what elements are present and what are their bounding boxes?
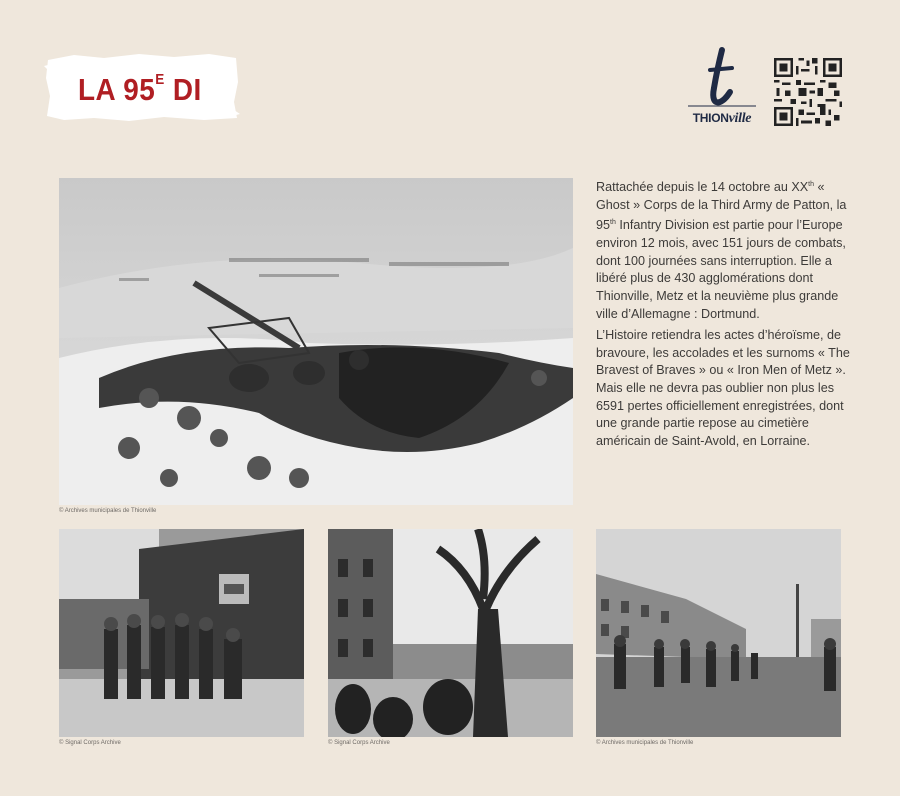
photo-3-credit: © Archives municipales de Thionville [596, 740, 694, 746]
photo-soldiers-marching [596, 529, 841, 737]
qr-code-icon[interactable] [774, 58, 842, 126]
page-title: LA $95^E$ DI [78, 71, 202, 107]
body-paragraph-2: L’Histoire retiendra les actes d’héroïsme, de bravoure, les accolades et les surnoms « The Bravest of Braves » ou « Iron Men of Metz ». Mais elle ne devra pas oublier non plus les 6591 pertes officiellement enregistrées, dont une grande partie repose au cimetière américain de Saint-Avold, en Lorraine. [596, 328, 850, 448]
body-text [596, 176, 856, 454]
photo-1-credit: © Signal Corps Archive [59, 740, 121, 746]
body-paragraph-1: Rattachée depuis le 14 octobre au XXth « Ghost » Corps de la Third Army de Patton, la 95th Infantry Division est partie pour l’Europe environ 12 mois, avec 151 jours de combats, dont 100 journées sans interruption. Elle a libéré plus de 430 agglomérations dont Thionville, Metz et la neuvième plus grande ville d’Allemagne : Dortmund. [596, 180, 847, 321]
photo-soldiers-storefront [59, 529, 304, 737]
photo-2-credit: © Signal Corps Archive [328, 740, 390, 746]
photo-street-tree [328, 529, 573, 737]
thionville-wordmark: THIONville [692, 111, 752, 126]
main-photo-credit: © Archives municipales de Thionville [59, 508, 157, 514]
main-photo-snow-foxhole [59, 178, 573, 505]
